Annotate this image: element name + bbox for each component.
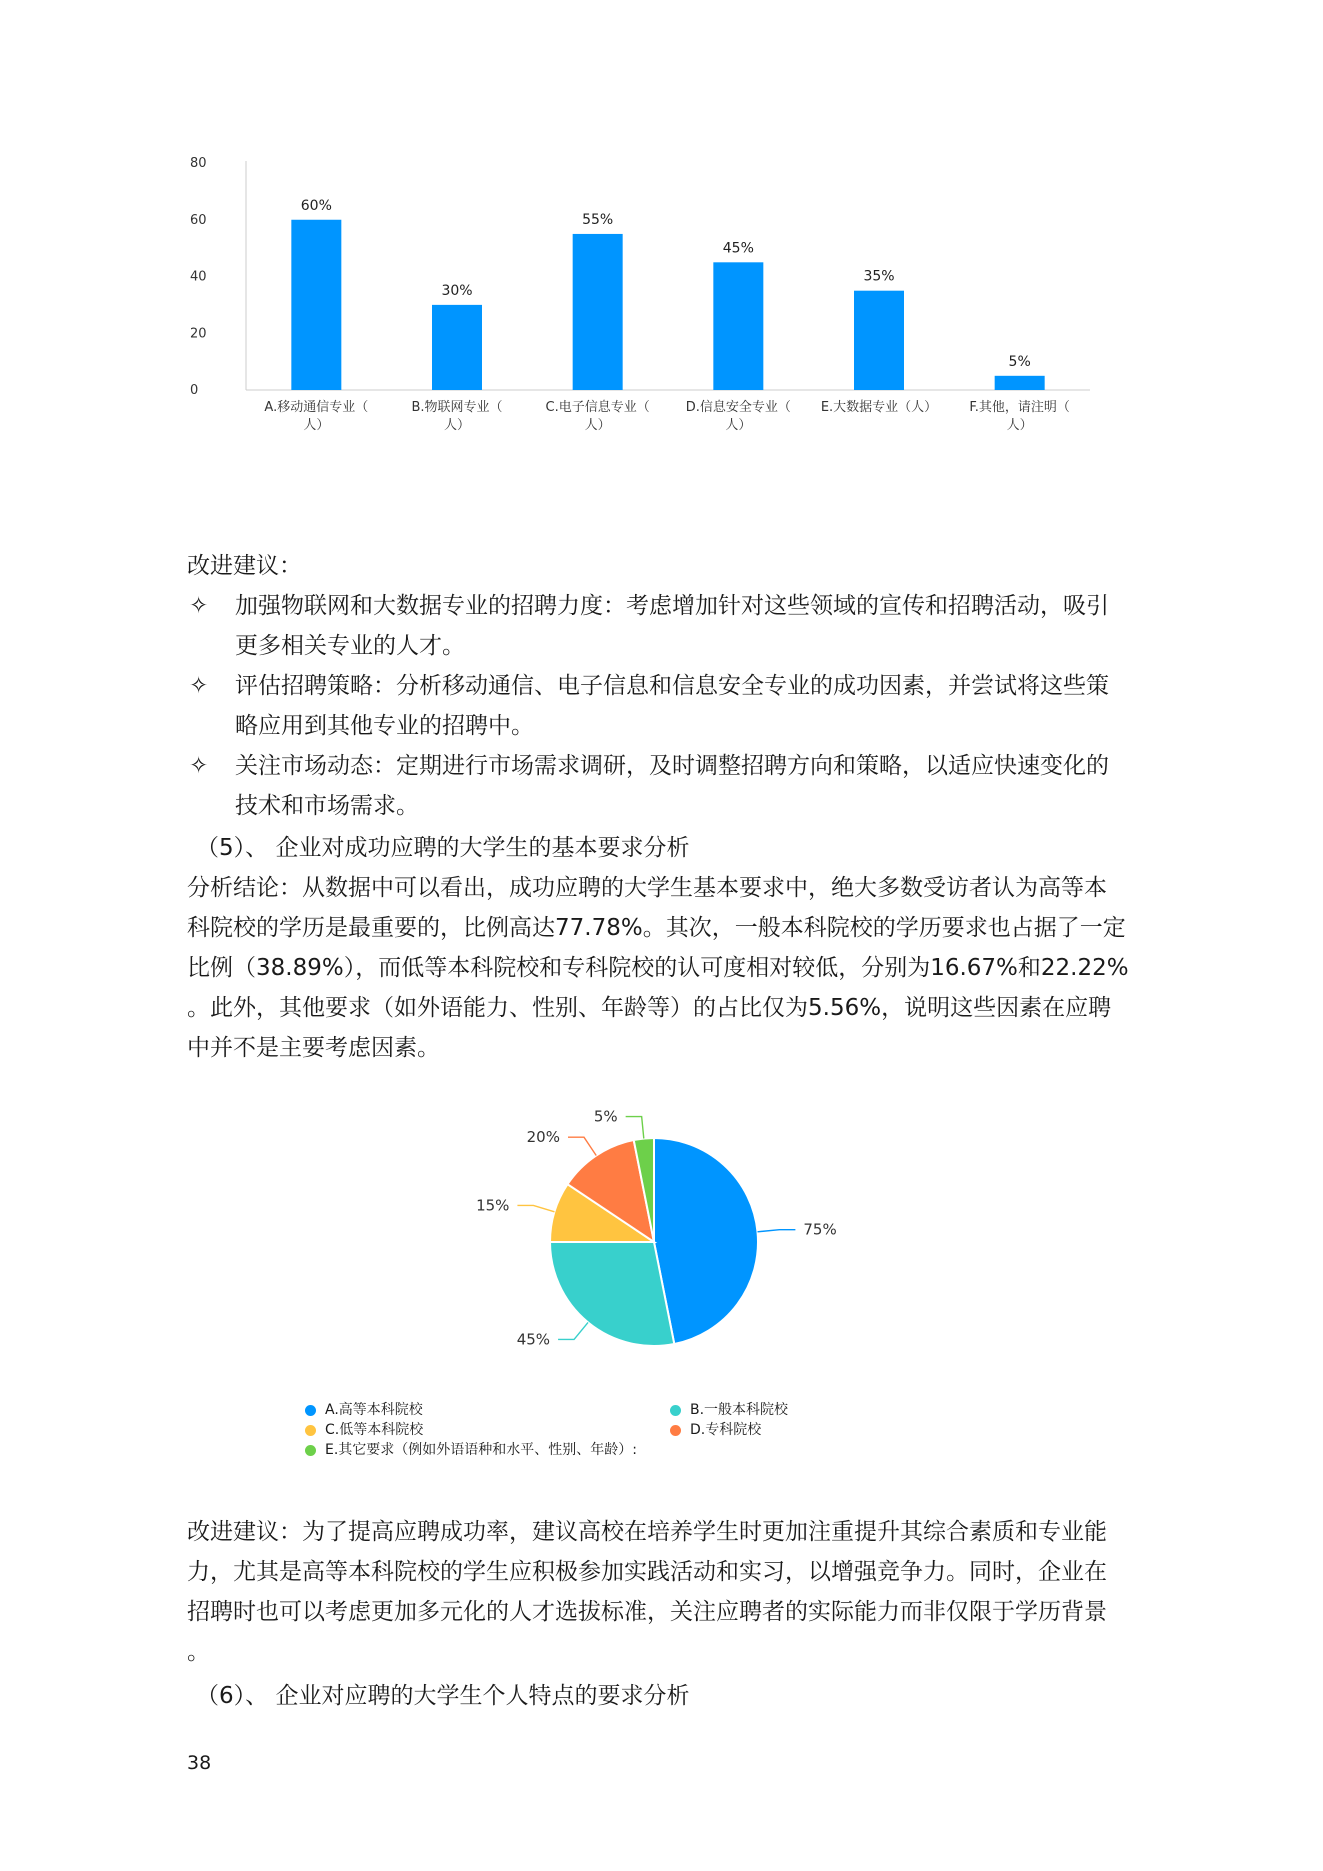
bullet-line: 关注市场动态：定期进行市场需求调研，及时调整招聘方向和策略，以适应快速变化的 xyxy=(235,753,1109,779)
sparkle-bullet-icon: ✧ xyxy=(189,593,209,619)
legend-label: D.专科院校 xyxy=(690,1422,762,1438)
leader-line xyxy=(626,1117,644,1139)
legend-label: A.高等本科院校 xyxy=(325,1402,423,1418)
paragraph-line: 改进建议：为了提高应聘成功率，建议高校在培养学生时更加注重提升其综合素质和专业能 xyxy=(187,1519,1107,1545)
y-tick-label: 60 xyxy=(190,212,207,228)
paragraph-line: 科院校的学历是最重要的，比例高达77.78%。其次，一般本科院校的学历要求也占据了一定 xyxy=(187,915,1126,941)
legend-item-d xyxy=(670,1420,761,1440)
data-label: 5% xyxy=(1008,353,1031,370)
x-tick-label: 人） xyxy=(584,418,611,433)
legend-label: E.其它要求（例如外语语种和水平、性别、年龄）: xyxy=(325,1442,638,1458)
pie-chart xyxy=(440,1090,880,1400)
slice-label: 5% xyxy=(593,1107,618,1126)
legend-item-a xyxy=(305,1400,423,1420)
pie-slice xyxy=(654,1138,758,1344)
x-tick-label: F.其他，请注明（ xyxy=(969,400,1070,415)
data-label: 45% xyxy=(722,240,754,257)
page-number: 38 xyxy=(187,1752,212,1774)
legend-label: B.一般本科院校 xyxy=(690,1402,789,1418)
paragraph-line: 力，尤其是高等本科院校的学生应积极参加实践活动和实习，以增强竞争力。同时，企业在 xyxy=(187,1559,1107,1585)
data-label: 55% xyxy=(582,211,614,228)
legend-item-b xyxy=(670,1400,788,1420)
data-label: 60% xyxy=(300,197,332,214)
bar xyxy=(432,305,482,390)
paragraph-line: 分析结论：从数据中可以看出，成功应聘的大学生基本要求中，绝大多数受访者认为高等本 xyxy=(187,875,1107,901)
paragraph-line: 比例（38.89%），而低等本科院校和专科院校的认可度相对较低，分别为16.67%和22.22% xyxy=(187,955,1129,981)
sparkle-bullet-icon: ✧ xyxy=(189,673,209,699)
legend-dot-icon xyxy=(670,1425,681,1436)
paragraph-line: 。 xyxy=(187,1639,210,1665)
leader-line xyxy=(517,1205,554,1211)
section-5-heading: （5）、 企业对成功应聘的大学生的基本要求分析 xyxy=(196,835,690,861)
data-label: 35% xyxy=(863,268,895,285)
bar-chart xyxy=(190,150,1110,530)
y-tick-label: 80 xyxy=(190,156,207,171)
x-tick-label: A.移动通信专业（ xyxy=(264,400,369,415)
bar xyxy=(995,376,1045,390)
section-5-conclusion xyxy=(187,868,1147,1068)
leader-line xyxy=(568,1137,596,1155)
legend-dot-icon xyxy=(305,1445,316,1456)
bullet-line: 技术和市场需求。 xyxy=(235,793,419,819)
legend-dot-icon xyxy=(305,1405,316,1416)
legend-item-e xyxy=(305,1440,637,1460)
slice-label: 75% xyxy=(803,1220,837,1239)
slice-label: 45% xyxy=(516,1330,551,1349)
legend-dot-icon xyxy=(305,1425,316,1436)
x-tick-label: 人） xyxy=(303,418,330,433)
bullet-line: 加强物联网和大数据专业的招聘力度：考虑增加针对这些领域的宣传和招聘活动，吸引 xyxy=(235,593,1109,619)
suggest-label: 改进建议： xyxy=(187,553,302,579)
bullet-item xyxy=(187,666,1147,746)
bullet-line: 更多相关专业的人才。 xyxy=(235,633,465,659)
bar xyxy=(291,220,341,390)
leader-line xyxy=(757,1230,795,1232)
x-tick-label: 人） xyxy=(443,418,471,433)
paragraph-line: 。此外，其他要求（如外语能力、性别、年龄等）的占比仅为5.56%，说明这些因素在应聘 xyxy=(187,995,1112,1021)
leader-line xyxy=(558,1322,588,1339)
bullet-item xyxy=(187,586,1147,666)
slice-label: 20% xyxy=(526,1128,560,1147)
bar xyxy=(573,234,623,390)
slice-label: 15% xyxy=(476,1196,510,1215)
x-tick-label: D.信息安全专业（ xyxy=(685,400,791,415)
sparkle-bullet-icon: ✧ xyxy=(189,753,209,779)
y-tick-label: 40 xyxy=(190,269,207,285)
x-tick-label: C.电子信息专业（ xyxy=(545,400,650,415)
x-tick-label: E.大数据专业（人） xyxy=(820,400,938,415)
x-tick-label: 人） xyxy=(725,418,752,433)
x-tick-label: 人） xyxy=(1006,418,1033,433)
paragraph-line: 中并不是主要考虑因素。 xyxy=(187,1035,440,1061)
bullet-line: 略应用到其他专业的招聘中。 xyxy=(235,713,534,739)
bullet-item xyxy=(187,746,1147,826)
bar xyxy=(713,262,763,390)
bullet-line: 评估招聘策略：分析移动通信、电子信息和信息安全专业的成功因素，并尝试将这些策 xyxy=(235,673,1109,699)
section-6-heading: （6）、 企业对应聘的大学生个人特点的要求分析 xyxy=(196,1683,690,1709)
paragraph-line: 招聘时也可以考虑更加多元化的人才选拔标准，关注应聘者的实际能力而非仅限于学历背景 xyxy=(187,1599,1107,1625)
legend-item-c xyxy=(305,1420,423,1440)
bar xyxy=(854,291,904,390)
pie-slice xyxy=(550,1242,674,1346)
data-label: 30% xyxy=(441,282,473,299)
y-tick-label: 20 xyxy=(190,326,207,342)
legend-dot-icon xyxy=(670,1405,681,1416)
bar-suggestions xyxy=(187,546,1147,826)
section-5-suggestion xyxy=(187,1512,1147,1672)
x-tick-label: B.物联网专业（ xyxy=(411,400,503,415)
y-tick-label: 0 xyxy=(190,383,199,398)
legend-label: C.低等本科院校 xyxy=(325,1422,424,1438)
